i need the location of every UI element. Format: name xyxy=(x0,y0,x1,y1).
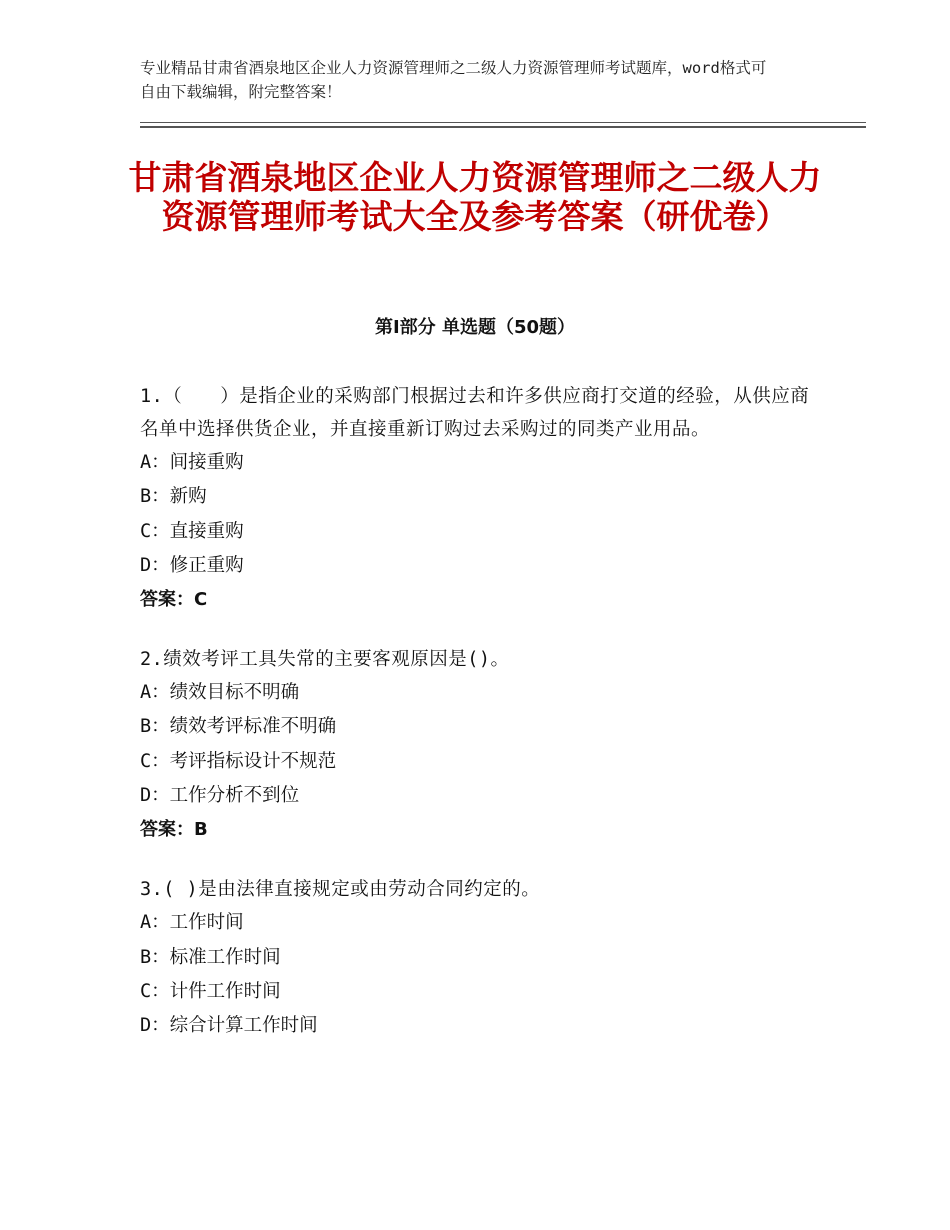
option-b: B：绩效考评标准不明确 xyxy=(140,716,337,738)
header-rule-thin xyxy=(140,122,866,123)
header-note: 专业精品甘肃省酒泉地区企业人力资源管理师之二级人力资源管理师考试题库，word格式可自由下载编辑，附完整答案！ xyxy=(140,59,767,101)
document-title: 甘肃省酒泉地区企业人力资源管理师之二级人力资源管理师考试大全及参考答案（研优卷） xyxy=(128,158,822,236)
question-3 xyxy=(140,873,820,1043)
option-d: D：综合计算工作时间 xyxy=(140,1015,318,1037)
question-stem: 3.( )是由法律直接规定或由劳动合同约定的。 xyxy=(140,879,541,901)
question-stem: 1.（ ）是指企业的采购部门根据过去和许多供应商打交道的经验，从供应商名单中选择供货企业，并直接重新订购过去采购过的同类产业用品。 xyxy=(140,386,810,440)
question-stem: 2.绩效考评工具失常的主要客观原因是()。 xyxy=(140,649,510,671)
option-c: C：直接重购 xyxy=(140,520,244,542)
option-a: A：工作时间 xyxy=(140,912,244,934)
option-c: C：计件工作时间 xyxy=(140,980,281,1002)
question-list xyxy=(140,380,820,1070)
option-a: A：绩效目标不明确 xyxy=(140,682,300,704)
option-c: C：考评指标设计不规范 xyxy=(140,750,337,772)
option-b: B：标准工作时间 xyxy=(140,946,281,968)
header-rule-thick xyxy=(140,126,866,128)
answer: 答案：C xyxy=(140,589,208,611)
answer: 答案：B xyxy=(140,819,208,841)
section-title: 第Ⅰ部分 单选题（50题） xyxy=(374,317,575,338)
question-2 xyxy=(140,643,820,847)
option-d: D：修正重购 xyxy=(140,554,244,576)
option-b: B：新购 xyxy=(140,486,207,508)
option-d: D：工作分析不到位 xyxy=(140,785,300,807)
question-1 xyxy=(140,380,820,617)
option-a: A：间接重购 xyxy=(140,452,244,473)
